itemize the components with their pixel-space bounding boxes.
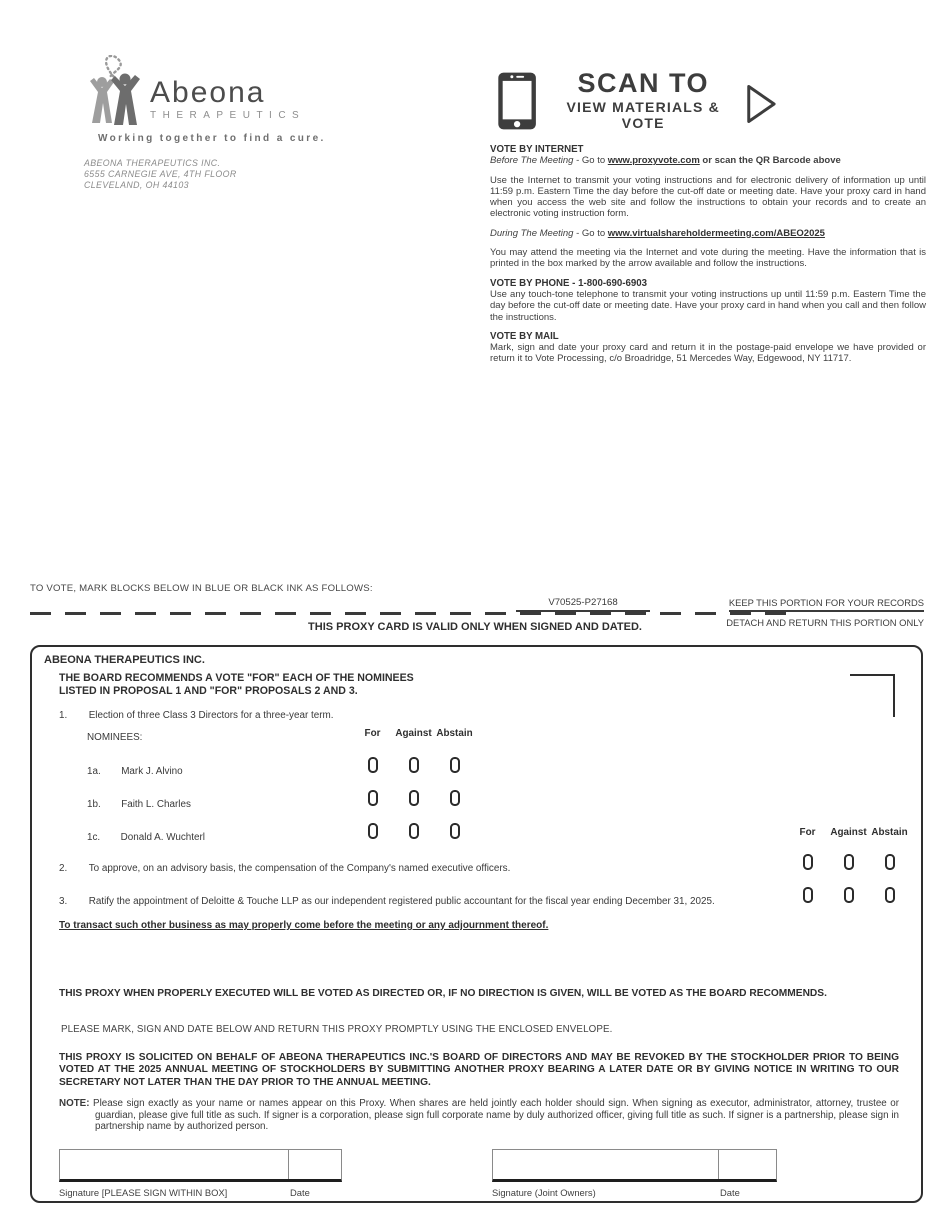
scan-to-title: SCAN TO xyxy=(577,68,709,98)
scan-to-banner xyxy=(497,63,777,138)
vote-by-phone-heading: VOTE BY PHONE - 1-800-690-6903 xyxy=(490,277,648,289)
mark-blocks-instruction: TO VOTE, MARK BLOCKS BELOW IN BLUE OR BLACK INK AS FOLLOWS: xyxy=(30,583,373,594)
valid-when-signed-notice: THIS PROXY CARD IS VALID ONLY WHEN SIGNED AND DATED. xyxy=(308,621,642,633)
company-address xyxy=(84,158,344,191)
mail-body: Mark, sign and date your proxy card and return it in the postage-paid envelope we have provided or return it to Vote Processing, c/o Broadridge, 51 Mercedes Way, Edgewood, NY 11717. xyxy=(490,342,926,365)
nominee-1a-name: Mark J. Alvino xyxy=(121,766,183,777)
proposal-3-against-checkbox[interactable] xyxy=(844,887,854,903)
proposal-2-against-checkbox[interactable] xyxy=(844,854,854,870)
corner-bracket-mark xyxy=(850,674,895,717)
proposal-3-vote-boxes xyxy=(787,887,910,908)
before-meeting-line xyxy=(490,155,926,166)
arrow-right-icon xyxy=(747,82,777,126)
nominee-1c-id: 1c. xyxy=(87,832,101,843)
signing-note xyxy=(59,1098,899,1133)
proposal-3-number: 3. xyxy=(59,896,68,907)
nominee-row xyxy=(87,827,205,845)
for-column-label: For xyxy=(799,827,816,838)
against-column-label: Against xyxy=(395,728,432,739)
signature-joint-label: Signature (Joint Owners) xyxy=(492,1187,596,1198)
nominee-1c-against-checkbox[interactable] xyxy=(409,823,419,839)
brand-tagline: Working together to find a cure. xyxy=(98,133,326,144)
card-company-name: ABEONA THERAPEUTICS INC. xyxy=(44,654,205,666)
executed-notice: THIS PROXY WHEN PROPERLY EXECUTED WILL BE VOTED AS DIRECTED OR, IF NO DIRECTION IS GIVEN, WILL BE VOTED AS THE BOARD RECOMMENDS. xyxy=(59,988,827,999)
proposal-2 xyxy=(59,858,759,876)
proposal-3-for-checkbox[interactable] xyxy=(803,887,813,903)
date-primary-label: Date xyxy=(290,1187,310,1198)
signature-date-divider xyxy=(718,1150,719,1179)
transact-other-business-text: To transact such other business as may properly come before the meeting or any adjournment thereof. xyxy=(59,920,549,931)
signature-primary-label: Signature [PLEASE SIGN WITHIN BOX] xyxy=(59,1187,228,1198)
nominee-1c-vote-boxes xyxy=(352,823,475,844)
nominee-row xyxy=(87,794,191,812)
vote-columns-header-2 xyxy=(787,827,910,838)
note-body: Please sign exactly as your name or names appear on this Proxy. When shares are held jointly each holder should sign. When signing as executor, administrator, attorney, trustee or guardian, please give full title as such. If signer is a corporation, please sign full corporate name by duly authorized officer, giving full title as such. If signer is a partnership, please sign in partnership name by authorized person. xyxy=(93,1098,899,1133)
internet-before-body: Use the Internet to transmit your voting instructions and for electronic delivery of information up until 11:59 p.m. Eastern Time the day before the cut-off date or meeting date. Have your proxy card in hand when you access the web site and follow the instructions to obtain your records and to create an electronic voting instruction form. xyxy=(490,174,926,220)
control-number: V70525-P27168 xyxy=(516,597,650,612)
virtual-meeting-link[interactable]: www.virtualshareholdermeeting.com/ABEO2025 xyxy=(607,227,825,239)
vote-by-internet-heading: VOTE BY INTERNET xyxy=(490,144,584,155)
vote-columns-header-1 xyxy=(352,728,475,739)
address-line: ABEONA THERAPEUTICS INC. xyxy=(84,158,221,168)
nominee-1a-against-checkbox[interactable] xyxy=(409,757,419,773)
nominee-1b-name: Faith L. Charles xyxy=(121,799,191,810)
proposal-3-abstain-checkbox[interactable] xyxy=(885,887,895,903)
nominee-1a-id: 1a. xyxy=(87,766,101,777)
note-label: NOTE: xyxy=(59,1098,90,1109)
proposal-3 xyxy=(59,891,759,909)
before-meeting-tail: or scan the QR Barcode above xyxy=(699,155,841,167)
nominee-1a-vote-boxes xyxy=(352,757,475,778)
abstain-column-label: Abstain xyxy=(871,827,908,838)
please-mark-instruction: PLEASE MARK, SIGN AND DATE BELOW AND RETURN THIS PROXY PROMPTLY USING THE ENCLOSED ENVELOPE. xyxy=(61,1024,613,1035)
scan-to-subtitle: VIEW MATERIALS & VOTE xyxy=(566,99,720,131)
nominee-1b-id: 1b. xyxy=(87,799,101,810)
smartphone-icon xyxy=(497,67,537,135)
proxy-ballot-card xyxy=(30,645,923,1203)
proposal-1-text: Election of three Class 3 Directors for a three-year term. xyxy=(88,710,334,721)
proposal-2-abstain-checkbox[interactable] xyxy=(885,854,895,870)
internet-during-body: You may attend the meeting via the Internet and vote during the meeting. Have the information that is printed in the box marked by the arrow available and follow the instructions. xyxy=(490,247,926,270)
proposal-1 xyxy=(59,705,333,723)
nominee-1b-against-checkbox[interactable] xyxy=(409,790,419,806)
keep-portion-note: KEEP THIS PORTION FOR YOUR RECORDS xyxy=(729,597,924,612)
board-recommendation: THE BOARD RECOMMENDS A VOTE "FOR" EACH OF THE NOMINEES LISTED IN PROPOSAL 1 AND "FOR" PROPOSALS 2 AND 3. xyxy=(59,672,414,697)
detach-portion-note: DETACH AND RETURN THIS PORTION ONLY xyxy=(726,617,924,628)
brand-name: Abeona xyxy=(150,76,266,109)
perforation-dashed-line xyxy=(30,612,790,615)
proposal-2-for-checkbox[interactable] xyxy=(803,854,813,870)
signature-date-divider xyxy=(288,1150,289,1179)
proposal-2-vote-boxes xyxy=(787,854,910,875)
address-line: CLEVELAND, OH 44103 xyxy=(84,180,189,190)
abstain-column-label: Abstain xyxy=(436,728,473,739)
vote-by-mail-heading: VOTE BY MAIL xyxy=(490,330,559,342)
date-joint-label: Date xyxy=(720,1187,740,1198)
address-line: 6555 CARNEGIE AVE, 4TH FLOOR xyxy=(84,169,237,179)
proxyvote-link[interactable]: www.proxyvote.com xyxy=(607,155,700,167)
before-meeting-mid: - Go to xyxy=(573,155,608,167)
signature-box-joint[interactable] xyxy=(492,1149,777,1182)
nominee-1c-name: Donald A. Wuchterl xyxy=(120,832,205,843)
nominee-1a-for-checkbox[interactable] xyxy=(368,757,378,773)
brand-subtitle: THERAPEUTICS xyxy=(150,110,306,121)
nominee-1c-for-checkbox[interactable] xyxy=(368,823,378,839)
for-column-label: For xyxy=(364,728,381,739)
nominee-1b-for-checkbox[interactable] xyxy=(368,790,378,806)
against-column-label: Against xyxy=(830,827,867,838)
proposal-2-number: 2. xyxy=(59,863,68,874)
during-meeting-mid: - Go to xyxy=(573,227,608,239)
nominee-1b-abstain-checkbox[interactable] xyxy=(450,790,460,806)
nominee-1c-abstain-checkbox[interactable] xyxy=(450,823,460,839)
nominees-label: NOMINEES: xyxy=(87,732,143,743)
company-logo-block xyxy=(84,55,344,191)
before-meeting-label: Before The Meeting xyxy=(490,155,574,167)
during-meeting-label: During The Meeting xyxy=(490,227,574,239)
proposal-3-text: Ratify the appointment of Deloitte & Touche LLP as our independent registered public accountant for the fiscal year ending December 31, 2025. xyxy=(88,896,715,907)
proposal-1-number: 1. xyxy=(59,710,68,721)
nominee-1a-abstain-checkbox[interactable] xyxy=(450,757,460,773)
signature-box-primary[interactable] xyxy=(59,1149,342,1182)
during-meeting-line xyxy=(490,228,926,239)
nominee-row xyxy=(87,761,183,779)
abeona-figures-icon xyxy=(84,55,146,127)
phone-body: Use any touch-tone telephone to transmit your voting instructions up until 11:59 p.m. Eastern Time the day before the cut-off date or meeting date. Have your proxy card in hand when you call and then follow the instructions. xyxy=(490,288,926,323)
nominee-1b-vote-boxes xyxy=(352,790,475,811)
solicited-notice: THIS PROXY IS SOLICITED ON BEHALF OF ABEONA THERAPEUTICS INC.'S BOARD OF DIRECTORS AND MAY BE REVOKED BY THE STOCKHOLDER PRIOR TO BEING VOTED AT THE 2025 ANNUAL MEETING OF STOCKHOLDERS BY SUBMITTING ANOTHER PROXY BEARING A LATER DATE OR BY GIVING NOTICE IN WRITING TO OUR SECRETARY NOT LATER THAN THE DAY PRIOR TO THE ANNUAL MEETING. xyxy=(59,1052,899,1088)
proposal-2-text: To approve, on an advisory basis, the compensation of the Company's named executive officers. xyxy=(88,863,511,874)
voting-instructions xyxy=(490,144,926,373)
